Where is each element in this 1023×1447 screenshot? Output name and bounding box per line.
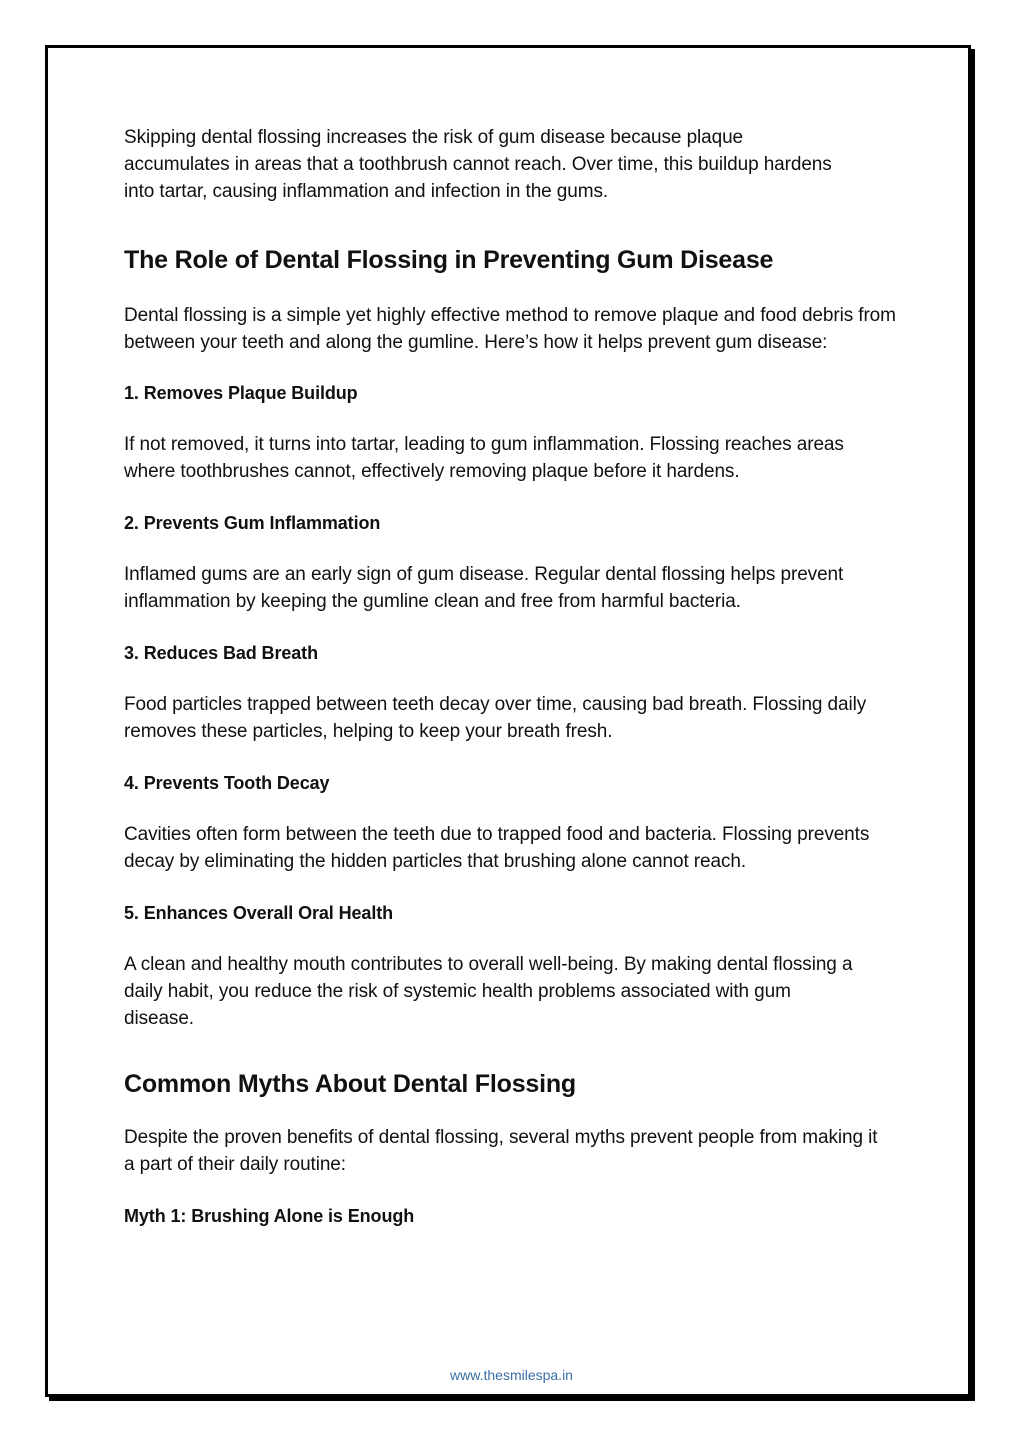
section-myths-intro: Despite the proven benefits of dental flossing, several myths prevent people from making it a part of their daily routine: (124, 1127, 878, 1175)
section-heading-role: The Role of Dental Flossing in Preventing Gum Disease (124, 246, 774, 274)
intro-paragraph: Skipping dental flossing increases the risk of gum disease because plaque accumulates in areas that a toothbrush cannot reach. Over time, this buildup hardens into tartar, causing inflammation and infection in the gums. (124, 127, 832, 202)
item-text: If not removed, it turns into tartar, leading to gum inflammation. Flossing reaches areas where toothbrushes cannot, effectively removing plaque before it hardens. (124, 434, 844, 482)
item-text: Food particles trapped between teeth decay over time, causing bad breath. Flossing daily removes these particles, helping to keep your breath fresh. (124, 694, 867, 742)
item-title: 1. Removes Plaque Buildup (124, 383, 358, 403)
item-title: 3. Reduces Bad Breath (124, 643, 318, 663)
item-text: Inflamed gums are an early sign of gum disease. Regular dental flossing helps prevent inflammation by keeping the gumline clean and free from harmful bacteria. (124, 564, 844, 612)
item-text: Cavities often form between the teeth due to trapped food and bacteria. Flossing prevents decay by eliminating the hidden particles that brushing alone cannot reach. (124, 824, 870, 872)
section-role-intro: Dental flossing is a simple yet highly effective method to remove plaque and food debris from between your teeth and along the gumline. Here’s how it helps prevent gum disease: (124, 305, 896, 353)
item-title: 4. Prevents Tooth Decay (124, 773, 330, 793)
item-text: A clean and healthy mouth contributes to overall well-being. By making dental flossing a daily habit, you reduce the risk of systemic health problems associated with gum disease. (124, 954, 853, 1029)
item-title: 2. Prevents Gum Inflammation (124, 513, 381, 533)
item-title: 5. Enhances Overall Oral Health (124, 903, 394, 923)
footer-website-link[interactable]: www.thesmilespa.in (450, 1367, 573, 1383)
section-heading-myths: Common Myths About Dental Flossing (124, 1070, 576, 1098)
document-content (124, 124, 904, 1228)
myth-title: Myth 1: Brushing Alone is Enough (124, 1206, 415, 1226)
